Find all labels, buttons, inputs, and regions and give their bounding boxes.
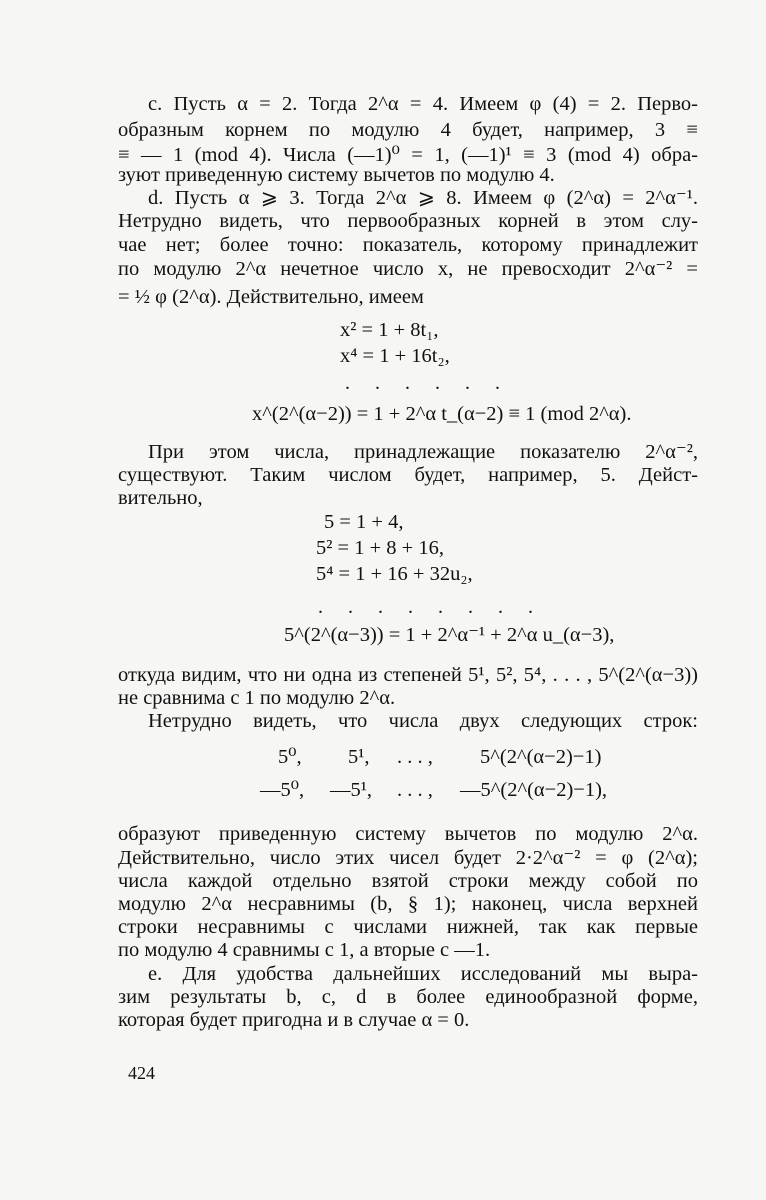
- row2-cell: —5⁰,: [260, 779, 305, 801]
- row2-cell: . . . ,: [397, 779, 433, 801]
- page-number: 424: [128, 1063, 155, 1083]
- paragraph-c-line: c. Пусть α = 2. Тогда 2^α = 4. Имеем φ (4) = 2. Перво-: [148, 93, 698, 115]
- equation-5-fourth: 5⁴ = 1 + 16 + 32u₂,: [316, 563, 473, 585]
- paragraph-e-line: зим результаты b, c, d в более единообразной форме,: [118, 986, 698, 1008]
- row1-cell: . . . ,: [397, 746, 433, 768]
- paragraph-reduced-line: числа каждой отдельно взятой строки между собой по: [118, 870, 698, 892]
- row1-cell: 5^(2^(α−2)−1): [480, 746, 602, 768]
- row1-cell: 5¹,: [348, 746, 370, 768]
- paragraph-c-line: образным корнем по модулю 4 будет, например, 3 ≡: [118, 119, 698, 141]
- equation-5: 5 = 1 + 4,: [324, 511, 404, 533]
- equation-x4: x⁴ = 1 + 16t₂,: [340, 345, 450, 367]
- paragraph-d-line: чае нет; более точно: показатель, которому принадлежит: [118, 234, 698, 256]
- equation-ellipsis: . . . . . .: [345, 372, 510, 394]
- paragraph-d-line: d. Пусть α ⩾ 3. Тогда 2^α ⩾ 8. Имеем φ (2^α) = 2^α⁻¹.: [148, 187, 698, 209]
- paragraph-e-line: которая будет пригодна и в случае α = 0.: [118, 1009, 470, 1031]
- paragraph-d-line: = ½ φ (2^α). Действительно, имеем: [118, 286, 424, 308]
- row2-cell: —5¹,: [330, 779, 373, 801]
- equation-ellipsis: . . . . . . . .: [318, 596, 543, 618]
- paragraph-reduced-line: образуют приведенную систему вычетов по модулю 2^α.: [118, 823, 698, 845]
- paragraph-mid-line: существуют. Таким числом будет, например, 5. Дейст-: [118, 464, 698, 486]
- paragraph-reduced-line: по модулю 4 сравнимы с 1, а вторые с —1.: [118, 939, 491, 961]
- row2-cell: —5^(2^(α−2)−1),: [460, 779, 608, 801]
- paragraph-d-line: Нетрудно видеть, что первообразных корней в этом слу-: [118, 210, 698, 232]
- paragraph-mid-line: вительно,: [118, 487, 203, 509]
- paragraph-reduced-line: Действительно, число этих чисел будет 2·2^α⁻² = φ (2^α);: [118, 847, 698, 869]
- paragraph-mid-line: При этом числа, принадлежащие показателю 2^α⁻²,: [148, 441, 698, 463]
- paragraph-d-line: по модулю 2^α нечетное число x, не превосходит 2^α⁻² =: [118, 258, 698, 280]
- paragraph-e-line: e. Для удобства дальнейших исследований мы выра-: [148, 963, 698, 985]
- paragraph-rows: Нетрудно видеть, что числа двух следующих строк:: [148, 710, 698, 732]
- equation-x-power: x^(2^(α−2)) = 1 + 2^α t_(α−2) ≡ 1 (mod 2^α).: [252, 403, 632, 425]
- row1-cell: 5⁰,: [278, 746, 302, 768]
- equation-x2: x² = 1 + 8t₁,: [340, 319, 439, 341]
- paragraph-after-line: не сравнима с 1 по модулю 2^α.: [118, 687, 396, 709]
- paragraph-c-line: ≡ — 1 (mod 4). Числа (—1)⁰ = 1, (—1)¹ ≡ 3 (mod 4) обра-: [118, 144, 698, 166]
- equation-5-power: 5^(2^(α−3)) = 1 + 2^α⁻¹ + 2^α u_(α−3),: [284, 624, 615, 646]
- paragraph-reduced-line: модулю 2^α несравнимы (b, § 1); наконец, числа верхней: [118, 893, 698, 915]
- paragraph-after-line: откуда видим, что ни одна из степеней 5¹, 5², 5⁴, . . . , 5^(2^(α−3)): [118, 664, 698, 686]
- paragraph-c-line: зуют приведенную систему вычетов по модулю 4.: [118, 164, 555, 186]
- equation-5-squared: 5² = 1 + 8 + 16,: [316, 537, 444, 559]
- paragraph-reduced-line: строки несравнимы с числами нижней, так как первые: [118, 916, 698, 938]
